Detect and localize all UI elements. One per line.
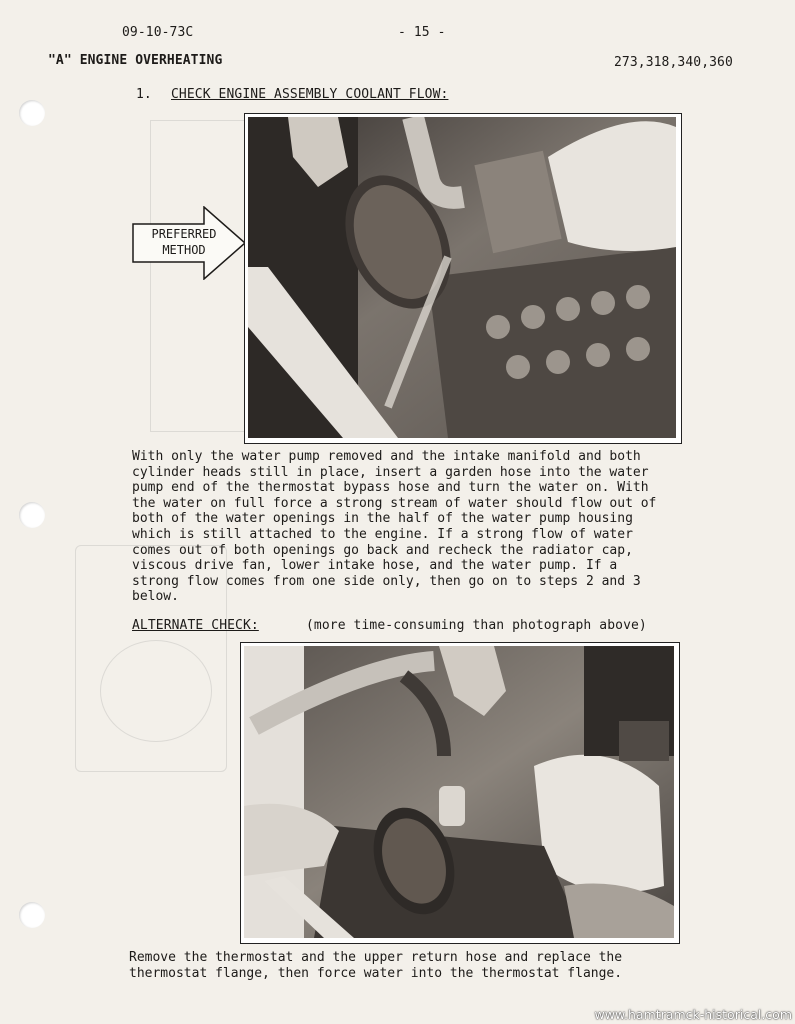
paragraph-line: which is still attached to the engine. If a strong flow of water (132, 526, 633, 542)
instruction-paragraph-2 (129, 950, 769, 981)
callout-text (136, 226, 232, 258)
paragraph-line: pump end of the thermostat bypass hose and turn the water on. With (132, 480, 649, 496)
paragraph-line: strong flow comes from one side only, then go on to steps 2 and 3 (132, 573, 641, 589)
photo-preferred-method (244, 113, 682, 444)
paragraph-line: viscous drive fan, lower intake hose, and the water pump. If a (132, 558, 618, 574)
preferred-method-callout (132, 208, 248, 268)
site-watermark: www.hamtramck-historical.com (594, 1007, 792, 1022)
paragraph-line: With only the water pump removed and the intake manifold and both (132, 449, 641, 464)
paragraph-line: the water on full force a strong stream of water should flow out of (132, 495, 657, 511)
alternate-check-label: ALTERNATE CHECK: (132, 618, 259, 633)
engine-list: 273,318,340,360 (614, 55, 733, 70)
callout-line-1: PREFERRED (151, 227, 217, 241)
photo-alternate-check (240, 642, 680, 944)
instruction-paragraph-1 (132, 449, 772, 605)
paragraph-line: Remove the thermostat and the upper return hose and replace the (129, 950, 623, 965)
binder-hole-top (19, 100, 45, 126)
engine-photo-2 (244, 646, 674, 938)
paragraph-line: below. (132, 589, 179, 605)
alternate-check-note: (more time-consuming than photograph above) (306, 618, 647, 633)
paragraph-line: both of the water openings in the half of the water pump housing (132, 511, 633, 527)
binder-hole-middle (19, 502, 45, 528)
section-title: "A" ENGINE OVERHEATING (48, 53, 223, 68)
step-number: 1. (136, 87, 152, 102)
paragraph-line: cylinder heads still in place, insert a garden hose into the water (132, 464, 649, 480)
paragraph-line: thermostat flange, then force water into the thermostat flange. (129, 965, 623, 981)
bleed-through-circle (100, 640, 212, 742)
step-title: CHECK ENGINE ASSEMBLY COOLANT FLOW: (171, 87, 449, 102)
binder-hole-bottom (19, 902, 45, 928)
engine-photo-1 (248, 117, 676, 438)
paragraph-line: comes out of both openings go back and recheck the radiator cap, (132, 542, 633, 558)
doc-number: 09-10-73C (122, 25, 194, 40)
page-number: - 15 - (398, 25, 446, 40)
callout-line-2: METHOD (162, 243, 206, 257)
